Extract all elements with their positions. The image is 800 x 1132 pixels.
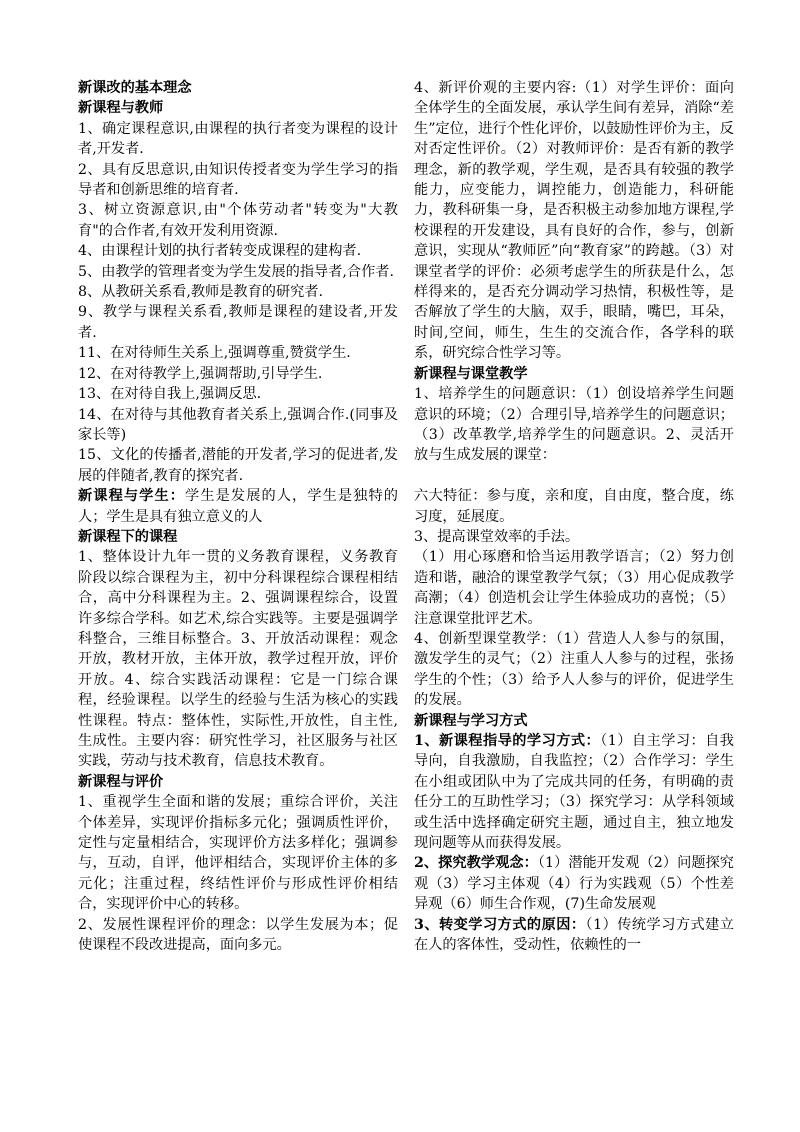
teacher-item: 12、在对待教学上,强调帮助,引导学生. <box>78 365 323 382</box>
student-paragraph <box>78 486 398 527</box>
teacher-item: 9、教学与课程关系看,教师是课程的建设者,开发者. <box>78 304 398 341</box>
evaluation-item: 1、重视学生全面和谐的发展；重综合评价，关注个体差异，实现评价指标多元化；强调质性评价，定性与定量相结合，实现评价方法多样化；强调参与，互动，自评，他评相结合，实现评价主体的多元化；注重过程，终结性评价与形成性评价相结合，实现评价中心的转移。 <box>78 794 398 913</box>
section-heading-curriculum: 新课程下的课程 <box>78 528 178 545</box>
classroom-paragraph: （1）用心琢磨和恰当运用教学语言；（2）努力创造和谐，融洽的课堂教学气氛；（3）用心促成教学高潮；（4）创造机会让学生体验成功的喜悦；（5）注意课堂批评艺术。 <box>414 549 734 627</box>
learning-item-label: 1、新课程指导的学习方式： <box>414 732 601 749</box>
learning-item <box>414 915 734 956</box>
classroom-paragraph: 六大特征：参与度，亲和度，自由度，整合度，练习度，延展度。 <box>414 488 734 525</box>
left-column <box>78 78 398 955</box>
teacher-item: 14、在对待与其他教育者关系上,强调合作.(同事及家长等) <box>78 406 398 443</box>
teacher-item: 11、在对待师生关系上,强调尊重,赞赏学生. <box>78 345 351 362</box>
evaluation-item: 2、发展性课程评价的理念：以学生发展为本；促使课程不段改进提高，面向多元。 <box>78 916 398 954</box>
right-column <box>414 78 734 955</box>
teacher-item: 8、从教研关系看,教师是教育的研究者. <box>78 284 324 301</box>
section-heading-teacher: 新课程与教师 <box>78 100 164 117</box>
teacher-item: 5、由教学的管理者变为学生发展的指导者,合作者. <box>78 263 394 280</box>
blank-line <box>414 466 734 486</box>
student-text: 学生是发展的人，学生是独特的人；学生是具有独立意义的人 <box>78 488 398 525</box>
section-heading-classroom: 新课程与课堂教学 <box>414 365 528 382</box>
classroom-paragraph: 4、创新型课堂教学：（1）营造人人参与的氛围，激发学生的灵气；（2）注重人人参与的过程，张扬学生的个性；（3）给予人人参与的评价，促进学生的发展。 <box>414 630 734 709</box>
learning-item-label: 3、转变学习方式的原因： <box>414 916 586 933</box>
teacher-item: 13、在对待自我上,强调反思. <box>78 386 262 403</box>
document-title: 新课改的基本理念 <box>78 80 192 96</box>
learning-item-text: （1）自主学习：自我导向，自我激励，自我监控；（2）合作学习：学生在小组或团队中为了完成共同的任务，有明确的责任分工的互助性学习；（3）探究学习：从学科领域或生活中选择确定研究主题，通过自主，独立地发现问题等从而获得发展。 <box>414 732 734 852</box>
classroom-paragraph: 3、提高课堂效率的手法。 <box>414 528 580 545</box>
teacher-item: 2、具有反思意识,由知识传授者变为学生学习的指导者和创新思维的培育者. <box>78 161 398 199</box>
learning-item-text: （1）传统学习方式建立在人的客体性，受动性，依赖性的一 <box>414 916 734 954</box>
curriculum-text: 1、整体设计九年一贯的义务教育课程，义务教育阶段以综合课程为主，初中分科课程综合课程相结合，高中分科课程为主。2、强调课程综合，设置许多综合学科。如艺术,综合实践等。主要是强调学科整合，三维目标整合。3、开放活动课程：观念开放，教材开放，主体开放，教学过程开放，评价开放。4、综合实践活动课程：它是一门综合课程，经验课程。以学生的经验与生活为核心的实践性课程。特点：整体性，实际性,开放性，自主性,生成性。主要内容：研究性学习，社区服务与社区实践，劳动与技术教育，信息技术教育。 <box>78 549 398 770</box>
learning-item <box>414 853 734 914</box>
section-heading-student: 新课程与学生： <box>78 488 186 505</box>
evaluation-content-paragraph: 4、新评价观的主要内容:（1）对学生评价：面向全体学生的全面发展，承认学生间有差异，消除“差生”定位，进行个性化评价，以鼓励性评价为主，反对否定性评价。（2）对教师评价：是否有新的教学理念，新的教学观，学生观，是否具有较强的教学能力，应变能力，调控能力，创造能力，科研能力，教科研集一身，是否积极主动参加地方课程,学校课程的开发建设，具有良好的合作，参与，创新意识，实现从“教师匠”向“教育家”的跨越。（3）对课堂者学的评价：必须考虑学生的所获是什么，怎样得来的，是否充分调动学习热情，积极性等，是否解放了学生的大脑，双手，眼睛，嘴巴，耳朵，时间,空间，师生，生生的交流合作，各学科的联系，研究综合性学习等。 <box>414 80 734 362</box>
teacher-item: 1、确定课程意识,由课程的执行者变为课程的设计者,开发者. <box>78 120 398 158</box>
learning-item-label: 2、探究教学观念： <box>414 855 538 872</box>
section-heading-learning: 新课程与学习方式 <box>414 712 528 729</box>
classroom-paragraph: 1、培养学生的问题意识：（1）创设培养学生问题意识的环境；（2）合理引导,培养学生的问题意识；（3）改革教学,培养学生的问题意识。2、灵活开放与生成发展的课堂： <box>414 386 734 464</box>
learning-item <box>414 731 734 853</box>
teacher-item: 3、树立资源意识,由"个体劳动者"转变为"大教育"的合作者,有效开发利用资源. <box>78 202 398 239</box>
section-heading-evaluation: 新课程与评价 <box>78 773 164 790</box>
teacher-item: 15、文化的传播者,潜能的开发者,学习的促进者,发展的伴随者,教育的探究者. <box>78 447 398 484</box>
learning-item-text: （1）潜能开发观（2）问题探究观（3）学习主体观（4）行为实践观（5）个性差异观（6）师生合作观，(7)生命发展观 <box>414 855 734 913</box>
teacher-item: 4、由课程计划的执行者转变成课程的建构者. <box>78 243 362 260</box>
